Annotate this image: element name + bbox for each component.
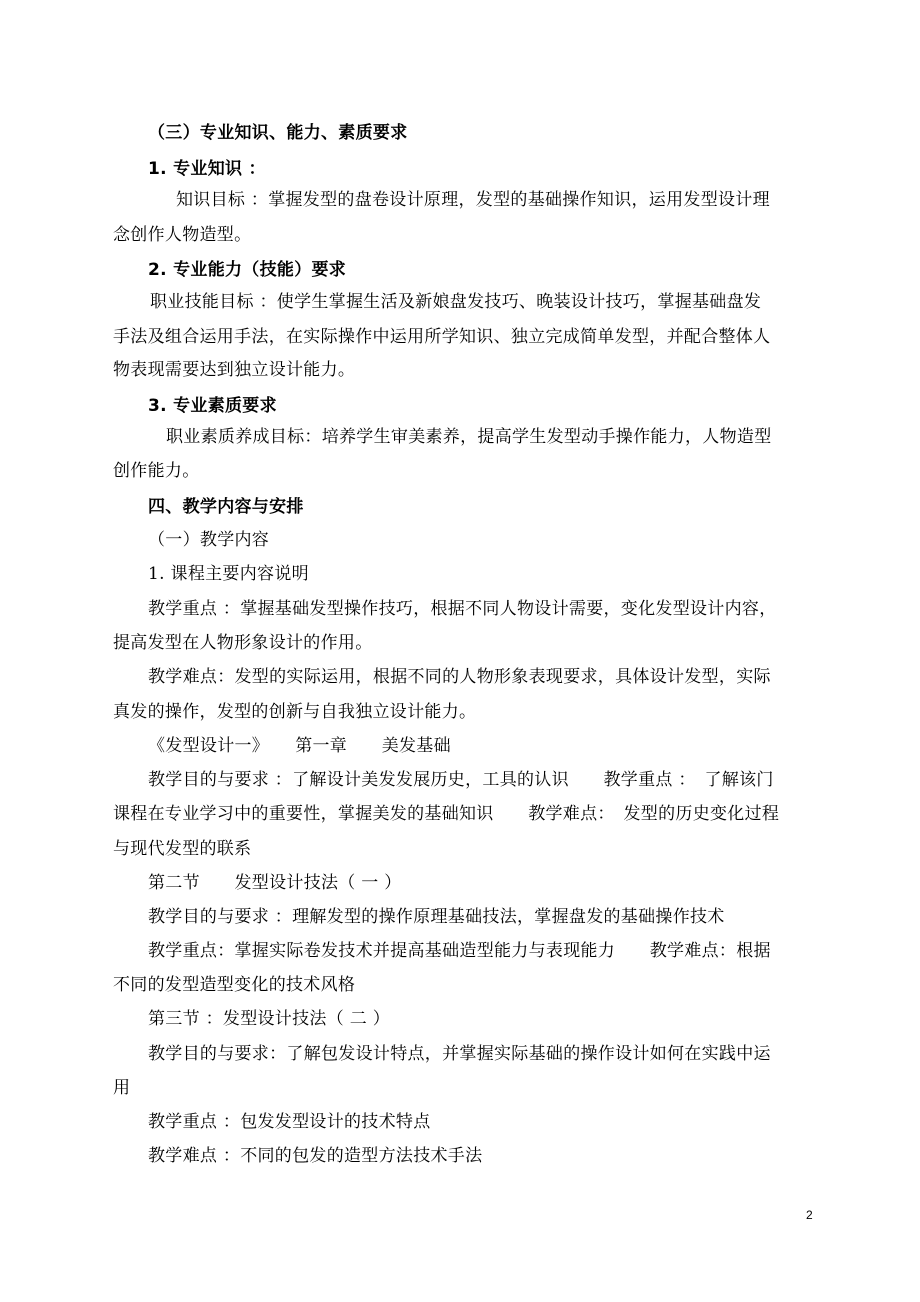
subheading-knowledge: 1. 专业知识 ： [148, 159, 266, 179]
skill-goal-line-2: 手法及组合运用手法，在实际操作中运用所学知识、独立完成简单发型，并配合整体人 [113, 327, 771, 347]
section-3-difficulty: 教学难点 ：不同的包发的造型方法技术手法 [148, 1146, 483, 1166]
course-main-content: 1. 课程主要内容说明 [148, 564, 309, 584]
section-2-goal: 教学目的与要求 ：理解发型的操作原理基础技法，掌握盘发的基础操作技术 [148, 907, 725, 927]
quality-goal-line-2: 创作能力。 [113, 461, 200, 481]
section-3-goal-line-2: 用 [113, 1078, 131, 1098]
section-3-goal-line-1: 教学目的与要求：了解包发设计特点，并掌握实际基础的操作设计如何在实践中运 [148, 1044, 771, 1064]
section-2-focus-line-2: 不同的发型造型变化的技术风格 [113, 975, 356, 995]
section-2-focus-line-1: 教学重点：掌握实际卷发技术并提高基础造型能力与表现能力 教学难点：根据 [148, 941, 771, 961]
skill-goal-line-1: 职业技能目标 ：使学生掌握生活及新娘盘发技巧、晚装设计技巧，掌握基础盘发 [150, 292, 762, 312]
chapter-1-line-2: 课程在专业学习中的重要性，掌握美发的基础知识 教学难点： 发型的历史变化过程 [113, 804, 780, 824]
knowledge-goal-line-1: 知识目标 ：掌握发型的盘卷设计原理，发型的基础操作知识，运用发型设计理 [176, 190, 770, 210]
chapter-1-title: 《发型设计一》 第一章 美发基础 [148, 736, 451, 756]
section-3-focus: 教学重点 ：包发发型设计的技术特点 [148, 1112, 431, 1132]
chapter-1-line-1: 教学目的与要求 ：了解设计美发发展历史，工具的认识 教学重点 ： 了解该门 [148, 770, 774, 790]
quality-goal-line-1: 职业素质养成目标：培养学生审美素养，提高学生发型动手操作能力，人物造型 [166, 427, 772, 447]
page-number: 2 [806, 1208, 813, 1222]
subheading-content: （一）教学内容 [148, 530, 270, 550]
section-heading-4: 四、教学内容与安排 [148, 497, 304, 517]
subheading-skill: 2. 专业能力（技能）要求 [148, 260, 347, 280]
section-3-title: 第三节 ：发型设计技法（ 二 ） [148, 1009, 391, 1029]
section-heading-3: （三）专业知识、能力、素质要求 [148, 123, 408, 143]
teaching-difficulty-line-2: 真发的操作，发型的创新与自我独立设计能力。 [113, 702, 477, 722]
section-2-title: 第二节 发型设计技法（ 一 ） [148, 873, 402, 893]
knowledge-goal-line-2: 念创作人物造型。 [113, 225, 252, 245]
teaching-difficulty-line-1: 教学难点：发型的实际运用，根据不同的人物形象表现要求，具体设计发型，实际 [148, 667, 771, 687]
teaching-focus-line-1: 教学重点 ：掌握基础发型操作技巧，根据不同人物设计需要，变化发型设计内容， [148, 599, 777, 619]
skill-goal-line-3: 物表现需要达到独立设计能力。 [113, 360, 356, 380]
chapter-1-line-3: 与现代发型的联系 [113, 839, 252, 859]
subheading-quality: 3. 专业素质要求 [148, 396, 277, 416]
teaching-focus-line-2: 提高发型在人物形象设计的作用。 [113, 633, 373, 653]
